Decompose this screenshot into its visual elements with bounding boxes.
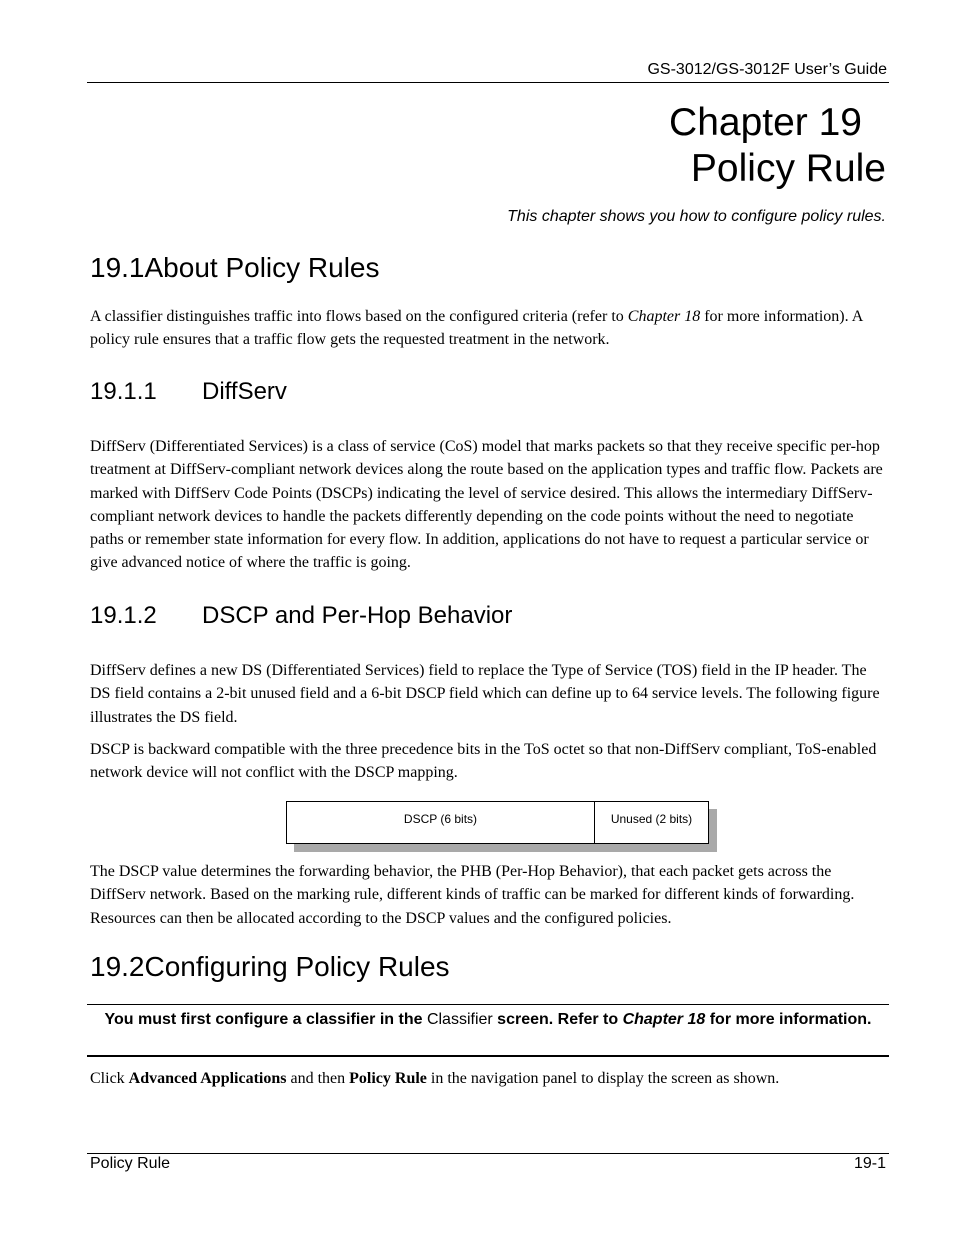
- subsection-number: 19.1.2: [90, 602, 157, 629]
- header-rule: [87, 82, 889, 83]
- phb-paragraph: The DSCP value determines the forwarding behavior, the PHB (Per-Hop Behavior), that each packet gets across the DiffServ network. Based on the marking rule, different kinds of traffic can be marked for different kinds of forwarding. Resources can then be allocated according to the DSCP values and the configured policies.: [90, 863, 855, 927]
- classifier-screen-name: Classifier: [426, 1011, 493, 1028]
- dscp-bits-cell: DSCP (6 bits): [287, 802, 595, 843]
- note-top-rule: [87, 1004, 889, 1005]
- footer-chapter-name: Policy Rule: [90, 1155, 171, 1172]
- note-bottom-rule: [87, 1055, 889, 1057]
- section-19-1-2-heading: [90, 602, 512, 630]
- advanced-applications-label: Advanced Applications: [128, 1070, 287, 1087]
- diffserv-paragraph: DiffServ (Differentiated Services) is a class of service (CoS) model that marks packets so that they receive specific per-hop treatment at DiffServ-compliant network devices along the route based on the application types and traffic flow. Packets are marked with DiffServ Code Points (DSCPs) indicating the level of service desired. This allows the intermediary DiffServ-compliant network devices to handle the packets differently depending on the code points without the need to negotiate paths or remember state information for every flow. In addition, applications do not have to request a particular service or give advanced notice of where the traffic is going.: [90, 438, 883, 572]
- subsection-title: DSCP and Per-Hop Behavior: [202, 602, 513, 629]
- section-19-1-heading: [90, 252, 380, 284]
- section-number: 19.2: [90, 951, 145, 982]
- ds-field-figure: [286, 801, 709, 844]
- section-title: About Policy Rules: [144, 252, 380, 283]
- section-title: Configuring Policy Rules: [144, 951, 450, 982]
- chapter-name: Policy Rule: [690, 147, 886, 190]
- chapter-intro: This chapter shows you how to configure policy rules.: [507, 208, 886, 225]
- section-19-1-1-heading: [90, 378, 287, 406]
- running-title: GS-3012/GS-3012F User’s Guide: [647, 61, 887, 78]
- ds-field-paragraph: DiffServ defines a new DS (Differentiated Services) field to replace the Type of Service (TOS) field in the IP header. The DS field contains a 2-bit unused field and a 6-bit DSCP field which can define up to 64 service levels. The following figure illustrates the DS field.: [90, 662, 880, 726]
- subsection-title: DiffServ: [202, 378, 287, 405]
- navigation-paragraph: Click Advanced Applications and then Policy Rule in the navigation panel to display the screen as shown.: [90, 1070, 780, 1087]
- dscp-compat-paragraph: DSCP is backward compatible with the three precedence bits in the ToS octet so that non-DiffServ compliant, ToS-enabled network device will not conflict with the DSCP mapping.: [90, 741, 877, 782]
- section-19-1-paragraph: A classifier distinguishes traffic into flows based on the configured criteria (refer to Chapter 18 for more information). A policy rule ensures that a traffic flow gets the requested treatment in the network.: [90, 308, 863, 349]
- unused-bits-cell: Unused (2 bits): [610, 812, 693, 826]
- chapter-18-reference: Chapter 18: [627, 308, 701, 325]
- subsection-number: 19.1.1: [90, 378, 157, 405]
- footer-rule: [87, 1153, 889, 1154]
- policy-rule-label: Policy Rule: [349, 1070, 427, 1087]
- section-19-2-heading: [90, 951, 450, 983]
- footer-page-number: 19-1: [853, 1155, 886, 1172]
- section-number: 19.1: [90, 252, 145, 283]
- chapter-18-reference: Chapter 18: [622, 1011, 706, 1028]
- chapter-title: [669, 100, 886, 192]
- classifier-note: You must first configure a classifier in the Classifier screen. Refer to Chapter 18 for more information.: [104, 1011, 872, 1028]
- chapter-number: Chapter 19: [669, 101, 862, 144]
